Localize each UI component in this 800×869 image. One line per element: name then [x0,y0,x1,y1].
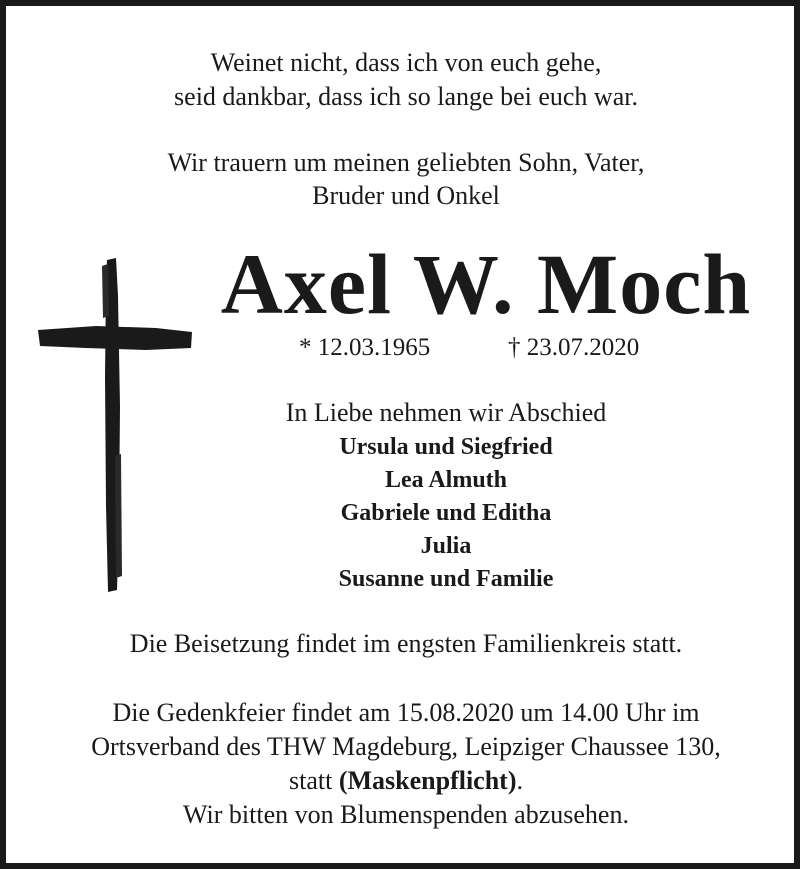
intro-line-1: Wir trauern um meinen geliebten Sohn, Vater, [167,148,645,177]
death-date: † 23.07.2020 [508,334,640,361]
memorial-line-4: Wir bitten von Blumenspenden abzusehen. [183,800,629,829]
farewell-intro: In Liebe nehmen wir Abschied [285,398,607,427]
birth-date: * 12.03.1965 [299,334,431,361]
mourner-name: Susanne und Familie [338,566,554,592]
memorial-line-3 [6,764,800,798]
poem-line-2: seid dankbar, dass ich so lange bei euch war. [174,82,638,111]
deceased-name: Axel W. Moch [220,236,752,332]
memorial-line-3-suffix: . [516,766,523,795]
mourner-name: Lea Almuth [384,467,507,493]
memorial-line-3-prefix: statt [288,766,339,795]
poem-line-1: Weinet nicht, dass ich von euch gehe, [210,48,602,77]
mourner-name: Julia [420,533,472,559]
mask-requirement: (Maskenpflicht) [338,766,517,795]
mourner-name: Ursula und Siegfried [339,434,553,460]
burial-notice: Die Beisetzung findet im engsten Familienkreis statt. [129,629,683,658]
memorial-line-2: Ortsverband des THW Magdeburg, Leipziger Chaussee 130, [91,732,721,761]
intro-line-2: Bruder und Onkel [312,181,500,210]
mourner-name: Gabriele und Editha [340,500,552,526]
memorial-line-1: Die Gedenkfeier findet am 15.08.2020 um 14.00 Uhr im [112,698,700,727]
